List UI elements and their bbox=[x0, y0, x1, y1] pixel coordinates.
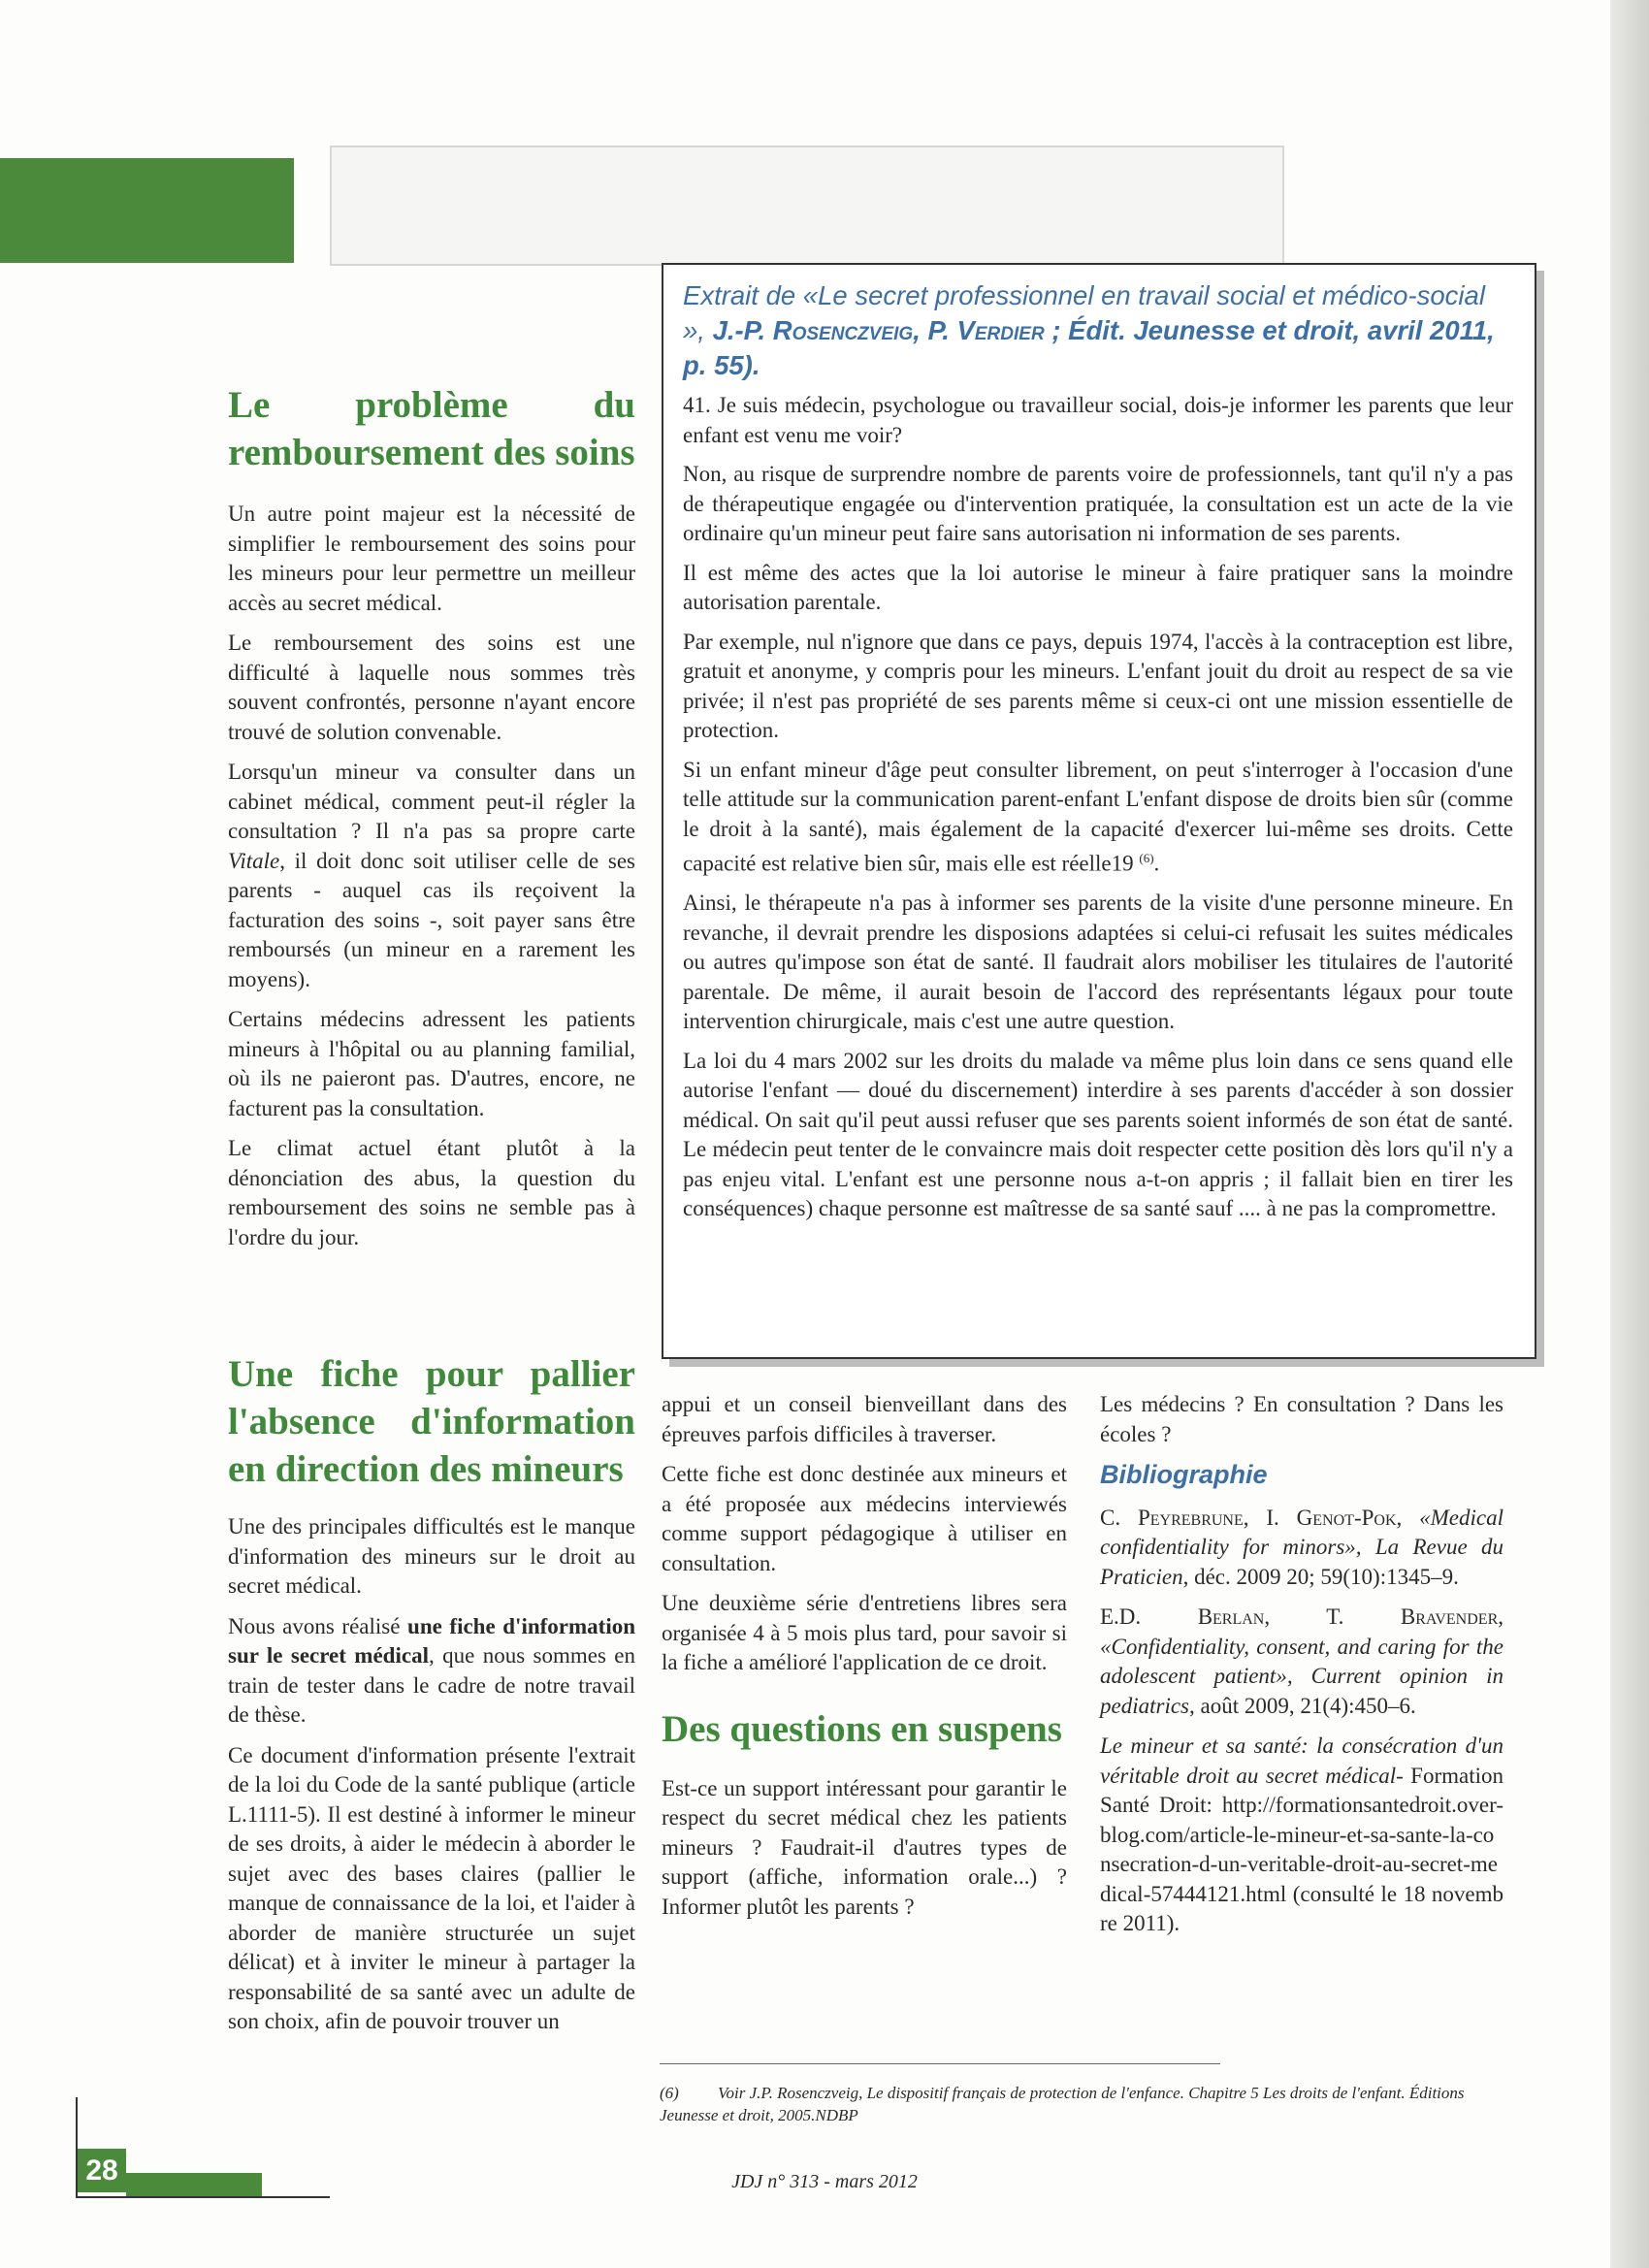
paragraph: Ce document d'information présente l'extrait de la loi du Code de la santé publique (article L.1111-5). Il est destiné à informer le mineur de ses droits, à aider le médecin à aborder le sujet avec des bases claires (pallier le manque de connaissance de la loi, et l'aider à aborder de manière structurée un sujet délicat) et à inviter le mineur à partager la responsabilité de sa santé avec un adulte de son choix, afin de pouvoir trouver un bbox=[228, 1742, 635, 2033]
footnote: (6) Voir J.P. Rosenczveig, Le dispositif français de protection de l'enfance. Chapitre 5 Les droits de l'enfant. Éditions Jeunesse et droit, 2005.NDBP bbox=[660, 2084, 1465, 2124]
middle-column bbox=[662, 1390, 1067, 1932]
page-number: 28 bbox=[78, 2149, 126, 2192]
heading-fiche: Une fiche pour pallier l'absence d'information en direction des mineurs bbox=[228, 1353, 635, 1490]
page-edge-shadow bbox=[1610, 0, 1649, 2268]
footnote-ref: (6) bbox=[1139, 851, 1154, 865]
paragraph: Est-ce un support intéressant pour garantir le respect du secret médical chez les patients mineurs ? Faudrait-il d'autres types de support (affiche, information orale...) ? Informer plutôt les parents ? bbox=[662, 1775, 1067, 1919]
heading-questions: Des questions en suspens bbox=[662, 1707, 1062, 1750]
bibliography-entry: E.D. Berlan, T. Bravender, «Confidentiality, consent, and caring for the adolescent patient», Current opinion in pediatrics, août 2009, 21(4):450–6. bbox=[1100, 1604, 1504, 1718]
bibliography-entry: C. Peyrebrune, I. Genot-Pok, «Medical confidentiality for minors», La Revue du Praticien, déc. 2009 20; 59(10):1345–9. bbox=[1100, 1505, 1504, 1589]
box-paragraph: 41. Je suis médecin, psychologue ou travailleur social, dois-je informer les parents que leur enfant est venu me voir? bbox=[683, 393, 1513, 447]
paragraph: Nous avons réalisé une fiche d'information sur le secret médical, que nous sommes en train de tester dans le cadre de notre travail de thèse. bbox=[228, 1613, 636, 1727]
bleed-through-box bbox=[330, 146, 1284, 266]
paragraph: Une des principales difficultés est le manque d'information des mineurs sur le droit au secret médical. bbox=[228, 1514, 635, 1598]
paragraph: Lorsqu'un mineur va consulter dans un cabinet médical, comment peut-il régler la consultation ? Il n'a pas sa propre carte Vitale, il doit donc soit utiliser celle de ses parents - auquel cas ils reçoivent la facturation des soins -, soit payer sans être remboursés (un mineur en a rarement les moyens). bbox=[228, 760, 635, 991]
paragraph: Les médecins ? En consultation ? Dans les écoles ? bbox=[1100, 1392, 1504, 1446]
box-paragraph: Si un enfant mineur d'âge peut consulter librement, on peut s'interroger à l'occasion d'une telle attitude sur la communication parent-enfant L'enfant dispose de droits bien sûr (comme le droit à la santé), mais également de la capacité d'exercer lui-même ses droits. Cette capacité est relative bien sûr, mais elle est réelle19 $^{(6)}$. bbox=[683, 757, 1513, 876]
bibliography-heading: Bibliographie bbox=[1100, 1460, 1268, 1489]
green-header-bar bbox=[0, 158, 294, 263]
paragraph: Le remboursement des soins est une difficulté à laquelle nous sommes très souvent confrontés, personne n'ayant encore trouvé de solution convenable. bbox=[228, 631, 635, 744]
excerpt-box-heading: Extrait de «Le secret professionnel en travail social et médico-social », J.-P. Rosenczveig, P. Verdier ; Édit. Jeunesse et droit, avril 2011, p. 55). bbox=[683, 280, 1495, 380]
paragraph: Certains médecins adressent les patients mineurs à l'hôpital ou au planning familial, où ils ne paieront pas. D'autres, encore, ne facturent pas la consultation. bbox=[228, 1007, 635, 1120]
excerpt-box bbox=[662, 263, 1536, 1359]
box-paragraph: Il est même des actes que la loi autorise le mineur à faire pratiquer sans la moindre autorisation parentale. bbox=[683, 560, 1513, 614]
box-paragraph: Ainsi, le thérapeute n'a pas à informer ses parents de la visite d'une personne mineure. En revanche, il devrait prendre les disposions adaptées si celui-ci refusait les suites médicales ou autres qu'impose son état de santé. Il faudrait alors mobiliser les titulaires de l'autorité parentale. De même, il aurait besoin de l'accord des représentants légaux pour toute intervention chirurgicale, mais c'est une autre question. bbox=[683, 891, 1513, 1034]
paragraph: Cette fiche est donc destinée aux mineurs et a été proposée aux médecins interviewés comme support pédagogique à utiliser en consultation. bbox=[662, 1462, 1067, 1575]
paragraph: Un autre point majeur est la nécessité de simplifier le remboursement des soins pour les mineurs pour leur permettre un meilleur accès au secret médical. bbox=[228, 502, 635, 615]
box-paragraph: Par exemple, nul n'ignore que dans ce pays, depuis 1974, l'accès à la contraception est libre, gratuit et anonyme, y compris pour les mineurs. L'enfant jouit du droit au respect de sa vie privée; il n'est pas propriété de ses parents même si ceux-ci ont une mission essentielle de protection. bbox=[683, 629, 1513, 742]
box-paragraph: La loi du 4 mars 2002 sur les droits du malade va même plus loin dans ce sens quand elle autorise l'enfant — doué du discernement) interdire à ses parents d'accéder à son dossier médical. On sait qu'il peut aussi refuser que ses parents soient informés de son état de santé. Le médecin peut tenter de le convaincre mais doit respecter cette position dès lors qu'il n'y a pas enjeu vital. L'enfant est une personne nous a-t-on appris ; il fallait bien en tirer les conséquences) chaque personne est maîtresse de sa santé sauf .... à ne pas la compromettre. bbox=[683, 1048, 1513, 1221]
box-paragraph: Non, au risque de surprendre nombre de parents voire de professionnels, tant qu'il n'y a pas de thérapeutique engagée ou d'intervention pratiquée, la consultation est un acte de la vie ordinaire qu'un mineur peut faire sans autorisation ni information de ses parents. bbox=[683, 462, 1513, 545]
right-column bbox=[1100, 1390, 1504, 1950]
bibliography-entry: Le mineur et sa santé: la consécration d'un véritable droit au secret médical- Formation Santé Droit: http://formationsantedroit.over-blog.com/article-le-mineur-et-sa-sante-la-consecration-d-un-veritable-droit-au-secret-medical-57444121.html (consulté le 18 novembre 2011). bbox=[1100, 1733, 1504, 1935]
excerpt-box-body bbox=[683, 391, 1513, 1224]
footnote-rule bbox=[660, 2063, 1220, 2064]
left-column-top bbox=[228, 381, 635, 1263]
page-base-line bbox=[76, 2196, 330, 2198]
paragraph: appui et un conseil bienveillant dans des épreuves parfois difficiles à traverser. bbox=[662, 1392, 1067, 1446]
journal-footer: JDJ n° 313 - mars 2012 bbox=[731, 2171, 918, 2192]
paragraph: Le climat actuel étant plutôt à la dénonciation des abus, la question du remboursement des soins ne semble pas à l'ordre du jour. bbox=[228, 1136, 635, 1249]
left-column-bottom bbox=[228, 1350, 635, 2048]
paragraph: Une deuxième série d'entretiens libres sera organisée 4 à 5 mois plus tard, pour savoir si la fiche a amélioré l'application de ce droit. bbox=[662, 1591, 1067, 1674]
heading-remboursement: Le problème du remboursement des soins bbox=[228, 384, 635, 473]
